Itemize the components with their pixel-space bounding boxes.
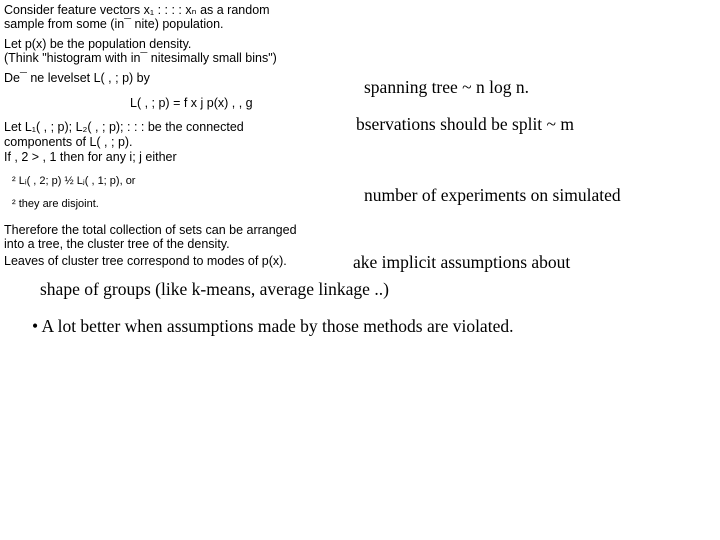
slide-bullet-line: • A lot better when assumptions made by those methods are violated. (32, 316, 514, 336)
overlay-line-3: Let p(x) be the population density. (4, 37, 192, 51)
overlay-line-7: Let L₁( , ; p); L₂( , ; p); : : : be the connected (4, 120, 244, 134)
slide-text-line-1: spanning tree ~ n log n. (364, 77, 529, 97)
overlay-line-14: Leaves of cluster tree correspond to modes of p(x). (4, 254, 287, 268)
overlay-line-13: into a tree, the cluster tree of the density. (4, 237, 230, 251)
overlay-excerpt (0, 0, 352, 275)
overlay-line-1: Consider feature vectors x₁ : : : : xₙ as a random (4, 3, 270, 17)
slide-text-line-5: shape of groups (like k-means, average linkage ..) (40, 279, 389, 299)
slide-text-line-3: number of experiments on simulated (364, 185, 621, 205)
slide-text-line-4: ake implicit assumptions about (353, 252, 571, 272)
overlay-line-8: components of L( , ; p). (4, 135, 133, 149)
overlay-line-2: sample from some (in¯ nite) population. (4, 17, 224, 31)
overlay-line-9: If , 2 > , 1 then for any i; j either (4, 150, 177, 164)
overlay-line-5: De¯ ne levelset L( , ; p) by (4, 71, 150, 85)
overlay-line-10: ² Lᵢ( , 2; p) ½ Lⱼ( , 1; p), or (12, 175, 136, 187)
overlay-line-4: (Think "histogram with in¯ nitesimally small bins") (4, 51, 277, 65)
overlay-line-6: L( , ; p) = f x j p(x) , , g (130, 96, 253, 110)
overlay-line-12: Therefore the total collection of sets can be arranged (4, 223, 297, 237)
overlay-line-11: ² they are disjoint. (12, 198, 99, 210)
slide-text-line-2: bservations should be split ~ m (356, 114, 574, 134)
